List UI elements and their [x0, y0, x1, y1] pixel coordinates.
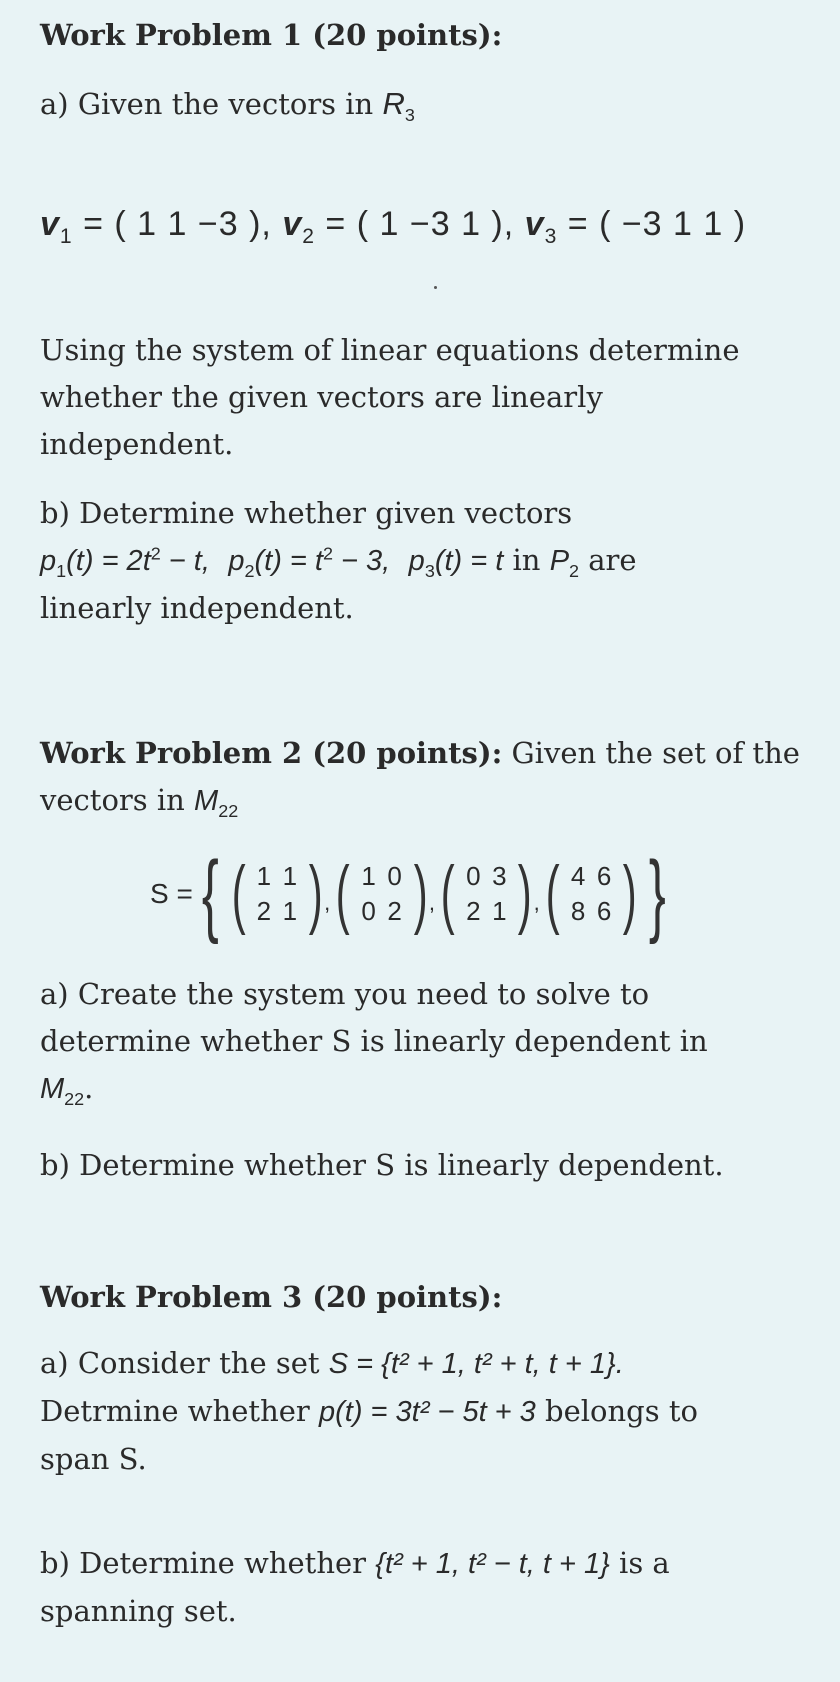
- matrix-4: ( 4 6 8 6 ): [545, 851, 637, 936]
- stray-dot: [434, 286, 437, 289]
- problem2-heading: Work Problem 2 (20 points): Given the set of the vectors in $M_{22}$: [40, 736, 800, 821]
- problem1-title: Work Problem 1 (20 points):: [40, 18, 503, 52]
- problem2-part-b: b) Determine whether S is linearly dependent.: [40, 1148, 724, 1182]
- vector-v3: $v_3$ = ( −3 1 1 ): [524, 205, 747, 248]
- vector-v1: $v_1$ = ( 1 1 −3 ): [40, 205, 262, 248]
- problem2-part-a: a) Create the system you need to solve to determine whether S is linearly dependent in $M_{22}$.: [40, 977, 708, 1109]
- set-label: S =: [150, 878, 193, 909]
- matrix-2: ( 1 0 0 2 ): [335, 851, 428, 936]
- matrix-1: ( 1 1 2 1 ): [231, 851, 323, 936]
- problem3-part-b: b) Determine whether {t² + 1, t² − t, t + 1} is a spanning set.: [40, 1546, 670, 1628]
- vector-list: $v_1$ = ( 1 1 −3 ), $v_2$ = ( 1 −3 1 ), $v_3$ = ( −3 1 1 ): [40, 205, 747, 248]
- problem1-part-a-intro: a) Given the vectors in $R_3$: [40, 86, 415, 125]
- right-brace: }: [649, 843, 667, 945]
- problem3-part-a: a) Consider the set S = {t² + 1, t² + t, t + 1}. Detrmine whether p(t) = 3t² − 5t + 3 belongs to span S.: [40, 1346, 698, 1476]
- problem1-instruction: Using the system of linear equations determine whether the given vectors are linearly independent.: [40, 333, 740, 461]
- problem1-part-b: b) Determine whether given vectors $p_1(t) = 2t^2 - t$, $p_2(t) = t^2 - 3$, $p_3(t) = t$ in $P_2$ are linearly independent.: [40, 496, 637, 625]
- left-brace: {: [201, 843, 219, 945]
- polynomial-list: $p_1(t) = 2t^2 - t$, $p_2(t) = t^2 - 3$, $p_3(t) = t$ in $P_2$ are: [40, 543, 637, 581]
- matrix-set: S = { ( 1 1 2 1 ) , ( 1 0 0 2 ) , ( 0 3 2 1 ) , ( 4 6 8 6 ) }: [150, 843, 667, 945]
- problem3-title: Work Problem 3 (20 points):: [40, 1280, 503, 1314]
- vector-v2: $v_2$ = ( 1 −3 1 ): [282, 205, 504, 248]
- matrix-3: ( 0 3 2 1 ): [440, 851, 532, 936]
